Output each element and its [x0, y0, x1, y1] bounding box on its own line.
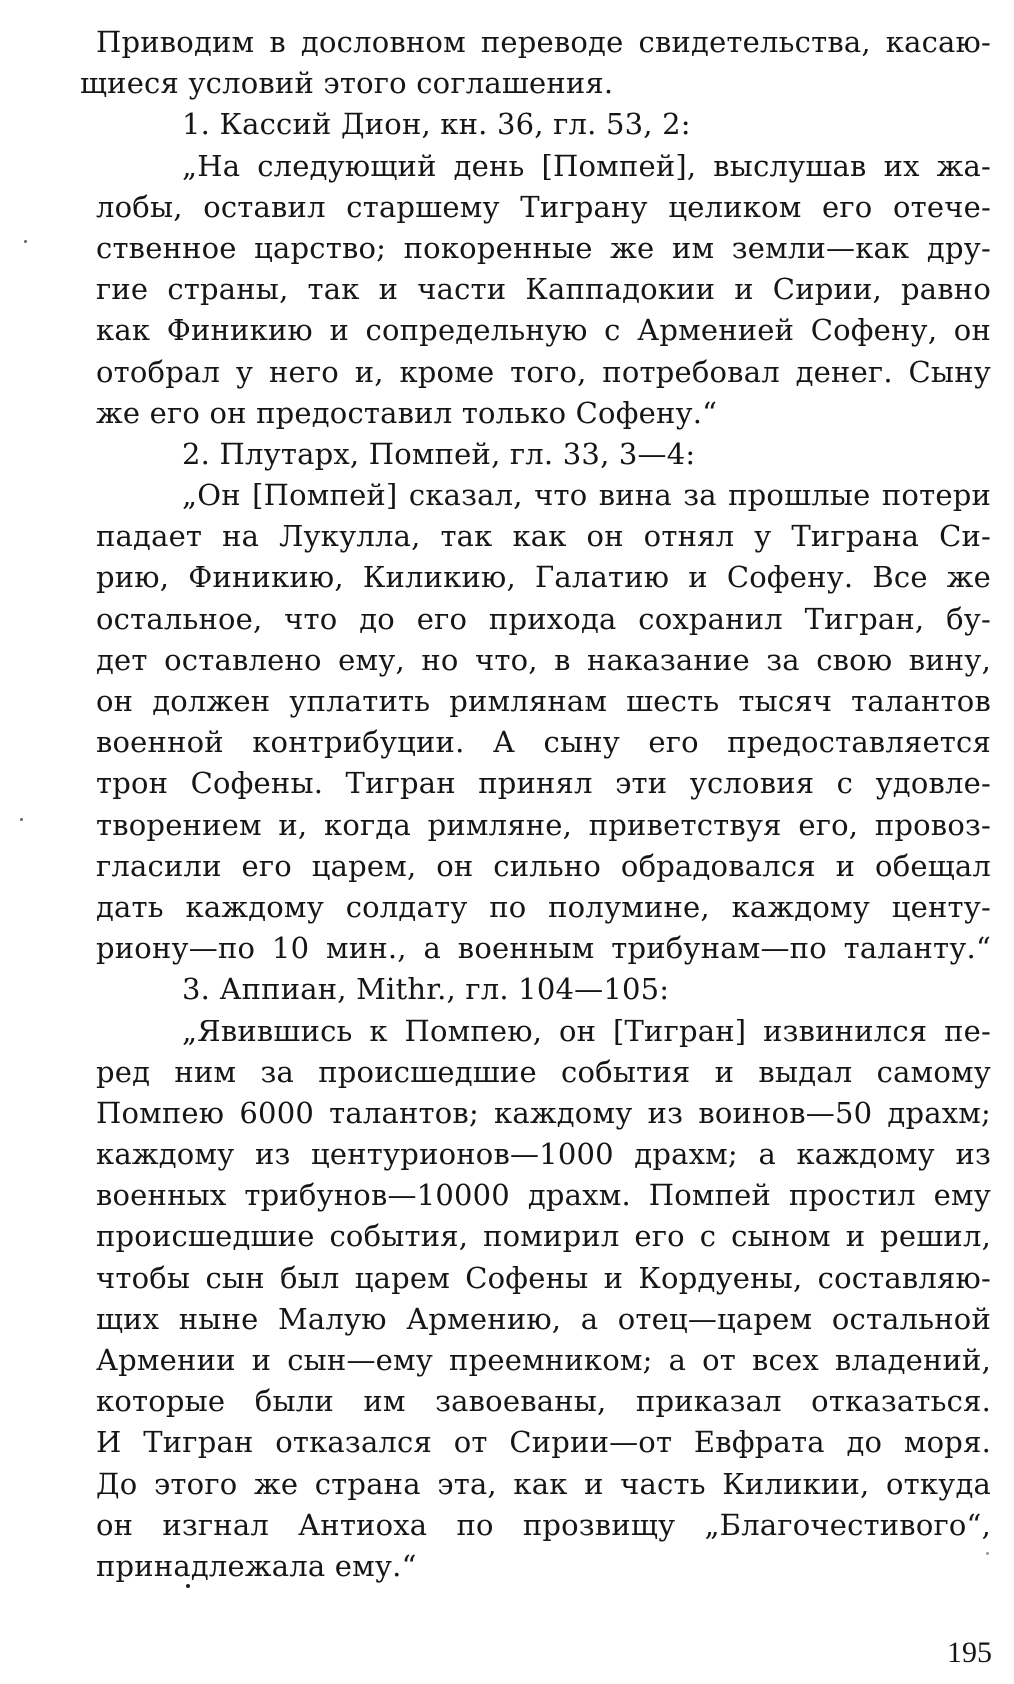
text-line: „На следующий день [Помпей], выслушав их жа- — [182, 148, 991, 183]
text-line: же его он предоставил только Софену.“ — [96, 395, 718, 430]
text-line: каждому из центурионов—1000 драхм; а каждому из — [96, 1137, 991, 1172]
text-line: остальное, что до его прихода сохранил Тигран, бу- — [96, 601, 991, 636]
text-line: До этого же страна эта, как и часть Киликии, откуда — [96, 1466, 991, 1501]
text-line: 1. Кассий Дион, кн. 36, гл. 53, 2: — [182, 107, 691, 142]
body-text — [80, 22, 991, 1587]
text-line: „Явившись к Помпею, он [Тигран] извинился пе- — [182, 1013, 991, 1048]
text-line: чтобы сын был царем Софены и Кордуены, составляю- — [96, 1260, 991, 1295]
page-number: 195 — [947, 1636, 992, 1669]
print-speck — [986, 1552, 989, 1555]
text-line: происшедшие события, помирил его с сыном и решил, — [96, 1219, 991, 1254]
text-line: принадлежала ему.“ — [96, 1548, 417, 1583]
text-line: „Он [Помпей] сказал, что вина за прошлые потери — [182, 478, 991, 513]
print-speck — [186, 1584, 190, 1588]
text-line: гласили его царем, он сильно обрадовался и обещал — [96, 848, 991, 883]
text-line: 3. Аппиан, Mithr., гл. 104—105: — [182, 972, 670, 1007]
text-line: отобрал у него и, кроме того, потребовал денег. Сыну — [96, 354, 991, 389]
text-line: дать каждому солдату по полумине, каждому центу- — [96, 889, 991, 924]
text-line: И Тигран отказался от Сирии—от Евфрата до моря. — [96, 1425, 991, 1460]
text-line: он изгнал Антиоха по прозвищу „Благочестивого“, — [96, 1507, 991, 1542]
text-line: как Финикию и сопредельную с Арменией Софену, он — [96, 313, 991, 348]
text-line: падает на Лукулла, так как он отнял у Тиграна Си- — [96, 519, 991, 554]
text-line: военных трибунов—10000 драхм. Помпей простил ему — [96, 1178, 991, 1213]
text-line: Армении и сын—ему преемником; а от всех владений, — [96, 1343, 991, 1377]
text-line: он должен уплатить римлянам шесть тысяч талантов — [96, 684, 991, 718]
text-line: Приводим в дословном переводе свидетельства, касаю- — [96, 25, 991, 59]
text-line: ред ним за происшедшие события и выдал самому — [96, 1054, 991, 1089]
text-line: гие страны, так и части Каппадокии и Сирии, равно — [96, 272, 991, 307]
print-speck — [20, 818, 23, 821]
text-line: рию, Финикию, Киликию, Галатию и Софену. Все же — [96, 560, 991, 595]
text-line: щих ныне Малую Армению, а отец—царем остальной — [96, 1301, 991, 1336]
text-line: трон Софены. Тигран принял эти условия с удовле- — [96, 766, 991, 801]
text-line: которые были им завоеваны, приказал отказаться. — [96, 1384, 991, 1419]
print-speck — [24, 240, 27, 243]
text-line: 2. Плутарх, Помпей, гл. 33, 3—4: — [182, 436, 696, 471]
text-line: лобы, оставил старшему Тиграну целиком его отече- — [96, 189, 991, 224]
text-line: щиеся условий этого соглашения. — [80, 66, 614, 101]
text-line: риону—по 10 мин., а военным трибунам—по таланту.“ — [96, 931, 991, 966]
text-line: военной контрибуции. А сыну его предоставляется — [96, 725, 991, 760]
text-line: Помпею 6000 талантов; каждому из воинов—50 драхм; — [96, 1095, 991, 1130]
text-line: ственное царство; покоренные же им земли—как дру- — [96, 230, 991, 265]
text-line: дет оставлено ему, но что, в наказание за свою вину, — [96, 642, 991, 677]
text-line: творением и, когда римляне, приветствуя его, провоз- — [96, 807, 991, 842]
